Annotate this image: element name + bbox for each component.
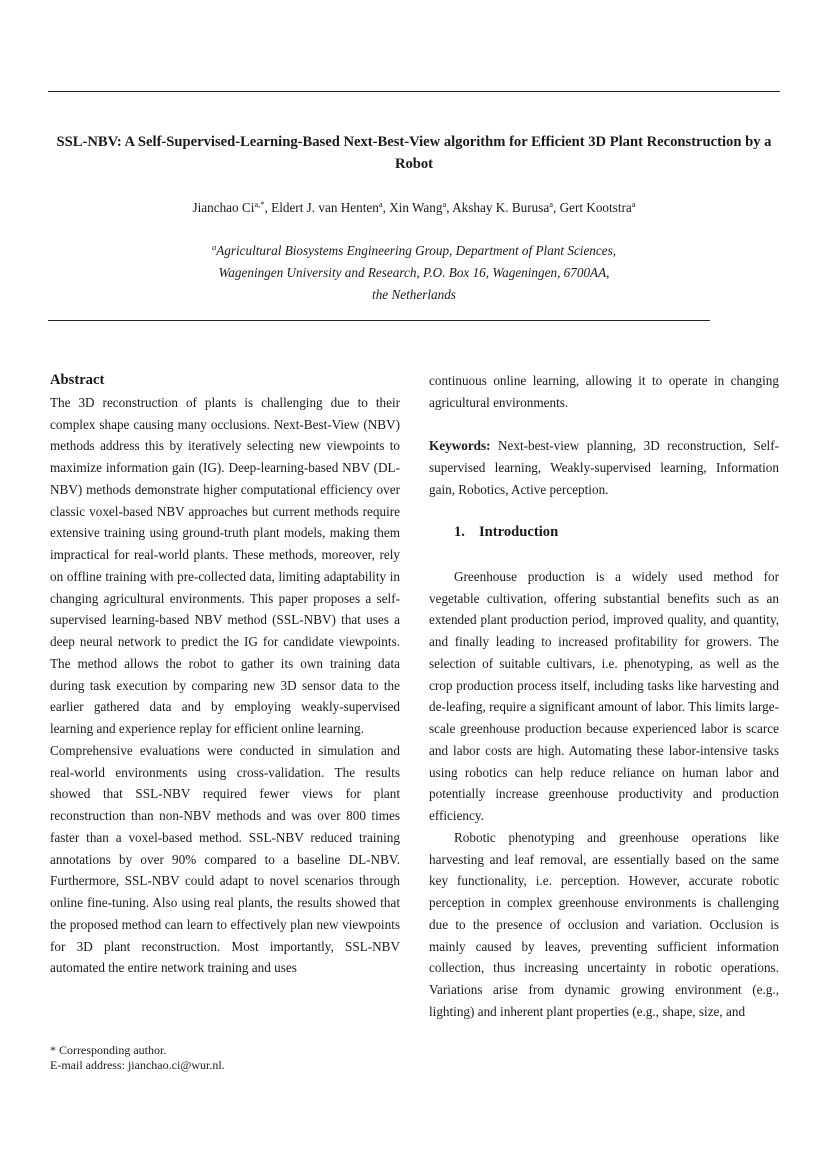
abstract-paragraph: The 3D reconstruction of plants is challenging due to their complex shape causing many occlusions. Next-Best-View (NBV) methods address this by iteratively selecting new viewpoints to maximize information gain (IG). Deep-learning-based NBV (DL-NBV) methods demonstrate higher computational efficiency over classic voxel-based NBV approaches but current methods require extensive training using ground-truth plant models, making them impractical for real-world plants. These methods, moreover, rely on offline training with pre-collected data, limiting adaptability in changing agricultural environments. This paper proposes a self-supervised learning-based NBV method (SSL-NBV) that uses a deep neural network to predict the IG for candidate viewpoints. The method allows the robot to gather its own training data during task execution by comparing new 3D sensor data to the earlier gathered data and by employing weakly-supervised learning and experience replay for efficient online learning. [50,394,400,736]
section-number: 1. [454,524,465,541]
abstract-heading: Abstract [50,372,105,388]
author: Xin Wang$^a$, [389,199,453,215]
affiliation-line: Wageningen University and Research, P.O. Box 16, Wageningen, 6700AA, [218,265,610,280]
right-column [429,370,779,1023]
left-column [50,370,400,979]
affiliation-line: the Netherlands [372,287,456,302]
affiliation-line: $^a$Agricultural Biosystems Engineering Group, Department of Plant Sciences, [211,242,617,258]
paper-title: SSL-NBV: A Self-Supervised-Learning-Based Next-Best-View algorithm for Efficient 3D Plant Reconstruction by a Robot [56,134,772,172]
author: Eldert J. van Henten$^a$, [271,199,390,215]
section-rule [48,320,710,321]
author: Akshay K. Burusa$^a$, [452,199,560,215]
footnote-email: E-mail address: jianchao.ci@wur.nl. [50,1058,225,1072]
abstract-paragraph: Comprehensive evaluations were conducted in simulation and real-world environments using cross-validation. The results showed that SSL-NBV required fewer views for plant reconstruction than non-NBV methods and was over 800 times faster than a voxel-based method. SSL-NBV reduced training annotations by over 90% compared to a baseline DL-NBV. Furthermore, SSL-NBV could adapt to novel scenarios through online fine-tuning. Also using real plants, the results showed that the proposed method can learn to effectively plan new viewpoints for 3D plant reconstruction. Most importantly, SSL-NBV automated the entire network training and uses [50,742,400,976]
author: Jianchao $Ci^{a,*}$, [192,199,272,215]
section-title: Introduction [479,524,559,541]
abstract-paragraph-continued: continuous online learning, allowing it to operate in changing agricultural environments. [429,373,779,410]
affiliation [0,240,828,306]
intro-paragraph: Robotic phenotyping and greenhouse operations like harvesting and leaf removal, are essentially based on the same key functionality, i.e. perception. However, accurate robotic perception in complex greenhouse environments is challenging due to the presence of occlusion and variation. Occlusion is mainly caused by leaves, preventing sufficient information collection, thus increasing uncertainty in robotic operations. Variations arise from dynamic growing environment (e.g., lighting) and inherent plant properties (e.g., shape, size, and [429,829,779,1019]
author-list [0,199,828,217]
top-rule [48,91,780,92]
introduction-heading [429,522,779,544]
footnote [50,1043,225,1073]
author: Gert Kootstra$^a$ [559,199,636,215]
intro-paragraph: Greenhouse production is a widely used method for vegetable cultivation, offering substantial benefits such as an extended plant production period, improved quality, and quantity, and finally leading to increased profitability for growers. The selection of suitable cultivars, i.e. phenotyping, as well as the crop production process itself, including tasks like harvesting and de-leafing, require a significant amount of labor. This limits large-scale greenhouse production because experienced labor is scarce and labor costs are high. Automating these labor-intensive tasks using robotics can help reduce reliance on human labor and potentially increase greenhouse productivity and production efficiency. [429,568,779,823]
keywords-label: Keywords: [429,438,491,454]
keywords-text: Next-best-view planning, 3D reconstruction, Self-supervised learning, Weakly-supervised learning, Information gain, Robotics, Active perception. [429,438,779,497]
footnote-corresponding: * Corresponding author. [50,1043,167,1057]
keywords [429,435,779,500]
